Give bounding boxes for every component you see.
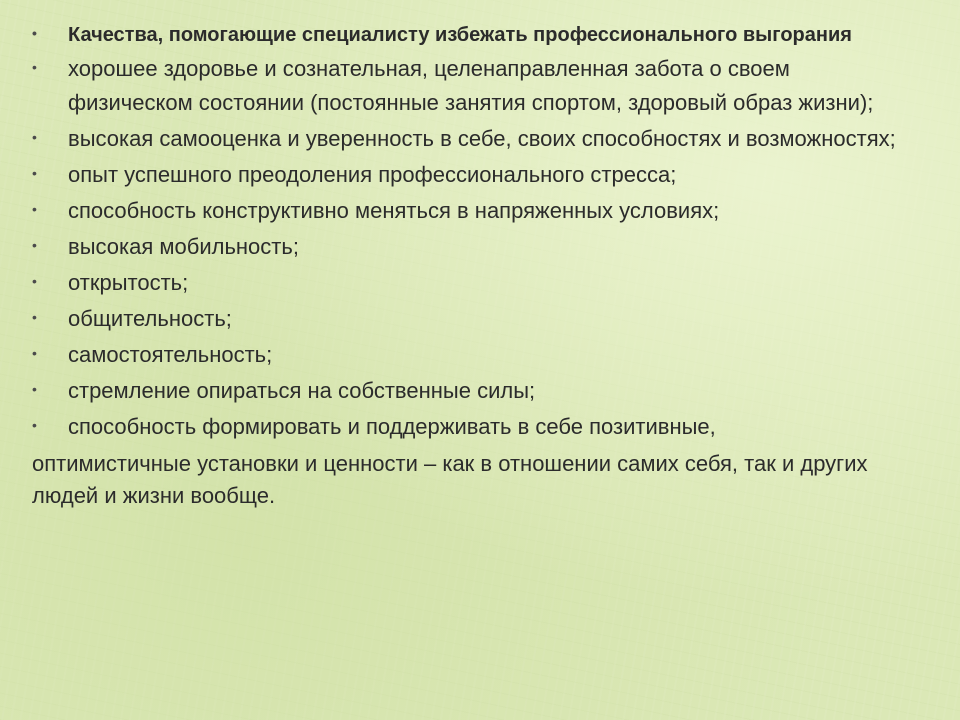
list-item	[32, 160, 932, 190]
list-item-text: высокая мобильность;	[68, 234, 299, 259]
slide-content	[32, 20, 932, 518]
bullet-icon: •	[32, 273, 37, 289]
list-item	[32, 124, 932, 154]
list-item	[32, 268, 932, 298]
list-item-text: физическом состоянии (постоянные занятия спортом, здоровый образ жизни);	[68, 90, 874, 115]
heading-text: Качества, помогающие специалисту избежать профессионального выгорания	[68, 24, 852, 46]
bullet-icon: •	[32, 201, 37, 217]
list-item	[32, 412, 932, 442]
bullet-icon: •	[32, 417, 37, 433]
list-item	[32, 54, 932, 84]
list-item-text: самостоятельность;	[68, 342, 273, 367]
continuation-text: оптимистичные установки и ценности – как в отношении самих себя, так и других людей и жизни вообще.	[32, 451, 868, 508]
list-item-text: открытость;	[68, 270, 189, 295]
list-item-text: опыт успешного преодоления профессионального стресса;	[68, 162, 677, 187]
bullet-icon: •	[32, 309, 37, 325]
list-item	[32, 376, 932, 406]
list-item-text: высокая самооценка и уверенность в себе, своих способностях и возможностях;	[68, 126, 896, 151]
list-item-continuation	[32, 88, 932, 118]
bullet-icon: •	[32, 165, 37, 181]
list-item-text: способность формировать и поддерживать в себе позитивные,	[68, 414, 716, 439]
list-item	[32, 304, 932, 334]
bullet-icon: •	[32, 381, 37, 397]
bullet-icon: •	[32, 25, 37, 41]
bullet-icon: •	[32, 59, 37, 75]
slide-heading	[32, 20, 932, 50]
bullet-icon: •	[32, 237, 37, 253]
list-item	[32, 340, 932, 370]
list-item-text: способность конструктивно меняться в напряженных условиях;	[68, 198, 720, 223]
list-item-text: общительность;	[68, 306, 232, 331]
list-item	[32, 196, 932, 226]
bullet-icon: •	[32, 129, 37, 145]
list-item-continuation	[32, 448, 932, 512]
bullet-icon: •	[32, 345, 37, 361]
list-item	[32, 232, 932, 262]
list-item-text: хорошее здоровье и сознательная, целенаправленная забота о своем	[68, 56, 790, 81]
list-item-text: стремление опираться на собственные силы;	[68, 378, 536, 403]
